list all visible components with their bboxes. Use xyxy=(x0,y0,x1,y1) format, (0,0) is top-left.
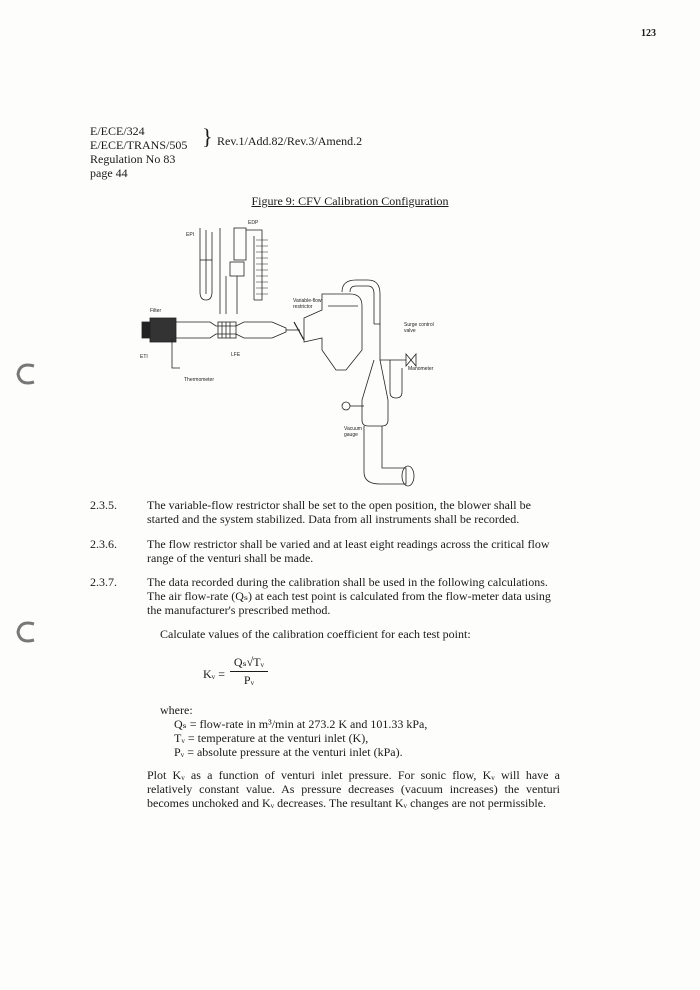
formula-fraction xyxy=(230,655,268,688)
figure-title: Figure 9: CFV Calibration Configuration xyxy=(251,194,449,208)
label-thermometer: Thermometer xyxy=(184,377,215,383)
paragraph-2-3-5 xyxy=(90,498,560,526)
paragraph-line: The variable-flow restrictor shall be set to the open position, the blower shall be xyxy=(147,498,531,512)
page-number: 123 xyxy=(641,28,656,39)
paragraph-line: The air flow-rate (Qₛ) at each test point is calculated from the flow-meter data using xyxy=(147,589,551,603)
exhaust-duct-icon xyxy=(364,426,406,484)
definition-qs: Qₛ = flow-rate in m³/min at 273.2 K and 101.33 kPa, xyxy=(174,717,428,731)
paragraph-number: 2.3.6. xyxy=(90,537,117,551)
manometer-icon xyxy=(390,360,402,398)
label-surge-line2: valve xyxy=(404,328,416,334)
paragraph-line: range of the venturi shall be made. xyxy=(147,551,314,565)
paragraph-line: The flow restrictor shall be varied and at least eight readings across the critical flow xyxy=(147,537,550,551)
where-label: where: xyxy=(160,703,193,717)
header-brace: } xyxy=(202,124,213,149)
label-restrictor-line1: Variable-flow xyxy=(293,298,322,304)
label-filter: Filter xyxy=(150,308,162,314)
paragraph-number: 2.3.7. xyxy=(90,575,117,589)
label-manometer: Manometer xyxy=(408,366,434,372)
label-eti: ETI xyxy=(140,354,148,360)
surge-valve-icon xyxy=(406,354,416,366)
header-revision: Rev.1/Add.82/Rev.3/Amend.2 xyxy=(217,134,363,148)
cyclone-separator-icon xyxy=(304,294,362,370)
label-surge-line1: Surge control xyxy=(404,322,434,328)
header-symbol-1: E/ECE/324 xyxy=(90,124,145,138)
paragraph-line: the manufacturer's prescribed method. xyxy=(147,603,331,617)
cfv-diagram-svg xyxy=(136,210,466,490)
label-epi: EPI xyxy=(186,232,195,238)
vacuum-gauge-icon xyxy=(342,402,350,410)
formula-denominator: Pᵥ xyxy=(243,673,255,687)
label-vacuum-line1: Vacuum xyxy=(344,426,362,432)
header-regulation: Regulation No 83 xyxy=(90,152,176,166)
calibration-formula xyxy=(203,655,283,691)
header-page: page 44 xyxy=(90,166,128,180)
paragraph-2-3-6 xyxy=(90,537,560,565)
definition-pv: Pᵥ = absolute pressure at the venturi inlet (kPa). xyxy=(174,745,403,759)
label-lfe: LFE xyxy=(231,352,241,358)
edp-manometer-icon xyxy=(234,228,246,260)
punch-hole-mark-icon xyxy=(12,360,38,388)
blower-icon xyxy=(362,360,388,426)
paragraph-line: started and the system stabilized. Data from all instruments shall be recorded. xyxy=(147,512,520,526)
header-symbol-2: E/ECE/TRANS/505 xyxy=(90,138,188,152)
label-restrictor-line2: restrictor xyxy=(293,304,313,310)
definition-tv: Tᵥ = temperature at the venturi inlet (K), xyxy=(174,731,369,745)
formula-numerator: Qₛ√Tᵥ xyxy=(230,655,268,672)
plot-instruction: Plot Kᵥ as a function of venturi inlet pressure. For sonic flow, Kᵥ will have a relatively constant value. As pressure decreases (vacuum increases) the venturi becomes unchoked and Kᵥ decreases. The resultant Kᵥ changes are not permissible. xyxy=(147,768,560,810)
calculation-intro: Calculate values of the calibration coefficient for each test point: xyxy=(160,627,471,641)
cfv-calibration-diagram xyxy=(136,210,466,490)
where-definitions xyxy=(160,703,427,759)
restrictor-arrow-icon xyxy=(294,322,304,340)
label-vacuum-line2: gauge xyxy=(344,432,358,438)
paragraph-number: 2.3.5. xyxy=(90,498,117,512)
punch-hole-mark-icon xyxy=(12,618,38,646)
formula-lhs: Kᵥ = xyxy=(203,667,225,681)
document-header xyxy=(90,124,187,180)
thermometer-icon xyxy=(172,338,180,368)
label-edp: EDP xyxy=(248,220,259,226)
paragraph-2-3-7 xyxy=(90,575,560,617)
paragraph-line: The data recorded during the calibration shall be used in the following calculations. xyxy=(147,575,548,589)
